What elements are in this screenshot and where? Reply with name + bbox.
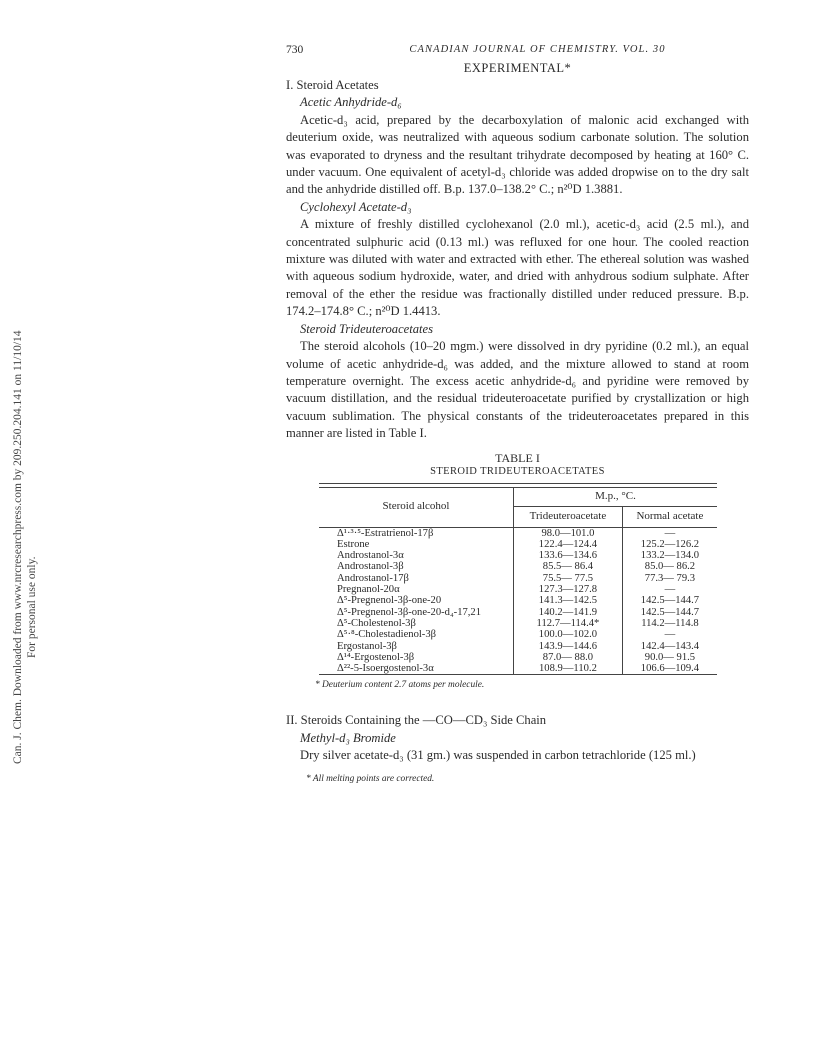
table-row: [319, 629, 717, 640]
cell-trideuteroacetate-mp: 85.5— 86.4: [514, 561, 623, 572]
cell-normal-acetate-mp: 142.5—144.7: [640, 595, 700, 607]
cell-normal-acetate-mp: 133.2—134.0: [640, 550, 700, 562]
cell-steroid-alcohol: Δ⁵-Pregnenol-3β-one-20: [319, 595, 514, 606]
running-header: [286, 44, 749, 60]
journal-page: [286, 44, 749, 784]
cell-steroid-alcohol: Δ²²-5-Isoergostenol-3α: [319, 663, 514, 675]
cell-steroid-alcohol: Pregnanol-20α: [319, 584, 514, 595]
cell-trideuteroacetate-mp: 100.0—102.0: [514, 629, 623, 640]
cell-trideuteroacetate-mp: 140.2—141.9: [514, 607, 623, 618]
table-caption: TABLE I: [495, 450, 540, 465]
sub3-heading: Steroid Trideuteroacetates: [300, 321, 434, 336]
cell-trideuteroacetate-mp: 133.6—134.6: [514, 550, 623, 561]
cell-trideuteroacetate-mp: 108.9—110.2: [514, 663, 623, 675]
cell-trideuteroacetate-mp: 87.0— 88.0: [514, 652, 623, 663]
cell-trideuteroacetate-mp: 122.4—124.4: [514, 539, 623, 550]
table-row: [319, 573, 717, 584]
cell-normal-acetate-mp: —: [664, 584, 676, 596]
cell-normal-acetate-mp: 77.3— 79.3: [644, 572, 696, 584]
table-row: [319, 618, 717, 629]
page-number: 730: [286, 44, 304, 56]
table-row: [319, 641, 717, 652]
page-footnote: * All melting points are corrected.: [306, 773, 435, 784]
table-footnote: * Deuterium content 2.7 atoms per molecule.: [315, 680, 485, 691]
table-row: [319, 528, 717, 539]
cell-normal-acetate-mp: 106.6—109.4: [640, 663, 700, 675]
cell-steroid-alcohol: Androstanol-3β: [319, 561, 514, 572]
section2-sub1-paragraph: Dry silver acetate-d₃ (31 gm.) was suspended in carbon tetrachloride (125 ml.): [300, 748, 696, 763]
table-title: STEROID TRIDEUTEROACETATES: [430, 465, 605, 477]
cell-steroid-alcohol: Androstanol-17β: [319, 573, 514, 584]
cell-steroid-alcohol: Ergostanol-3β: [319, 641, 514, 652]
header-steroid-alcohol: Steroid alcohol: [319, 488, 514, 528]
sub2-paragraph: A mixture of freshly distilled cyclohexanol (2.0 ml.), acetic-d₃ acid (2.5 ml.), and concentrated sulphuric acid (0.13 ml.) was refluxed for one hour. The cooled reaction mixture was diluted with water and extracted with ether. The ethereal solution was washed with aqueous sodium hydroxide, water, and dried with anhydrous sodium sulphate. After removal of the ether the residue was fractionally distilled under reduced pressure. B.p. 174.2–174.8° C.; n²⁰D 1.4413.: [286, 217, 749, 319]
cell-normal-acetate-mp: 90.0— 91.5: [644, 651, 696, 663]
cell-normal-acetate-mp: —: [664, 629, 676, 641]
cell-normal-acetate-mp: 142.5—144.7: [640, 606, 700, 618]
section1-heading: I. Steroid Acetates: [286, 78, 379, 92]
trideuteroacetate-table: [319, 483, 717, 676]
table-row: [319, 561, 717, 572]
cell-steroid-alcohol: Δ⁵·⁸-Cholestadienol-3β: [319, 629, 514, 640]
sub2-heading: Cyclohexyl Acetate-d₃: [300, 199, 412, 214]
table-body: [319, 528, 717, 675]
cell-trideuteroacetate-mp: 75.5— 77.5: [514, 573, 623, 584]
cell-trideuteroacetate-mp: 112.7—114.4*: [514, 618, 623, 629]
sub3-paragraph: The steroid alcohols (10–20 mgm.) were dissolved in dry pyridine (0.2 ml.), an equal volume of acetic anhydride-d₆ was added, and the mixture allowed to stand at room temperature overnight. The excess acetic anhydride-d₆ and pyridine were removed by vacuum distillation, and the residual trideuteroacetate purified by crystallization or high vacuum sublimation. The physical constants of the trideuteroacetates prepared in this manner are listed in Table I.: [286, 339, 749, 441]
cell-trideuteroacetate-mp: 141.3—142.5: [514, 595, 623, 606]
cell-normal-acetate-mp: 125.2—126.2: [640, 538, 700, 550]
header-trideuteroacetate: Trideuteroacetate: [514, 506, 623, 527]
table-row: [319, 652, 717, 663]
table-row: [319, 584, 717, 595]
sub1-heading: Acetic Anhydride-d₆: [300, 95, 402, 110]
download-watermark: [6, 260, 46, 764]
cell-normal-acetate-mp: —: [664, 527, 676, 539]
cell-steroid-alcohol: Δ⁵-Cholestenol-3β: [319, 618, 514, 629]
cell-steroid-alcohol: Δ⁵-Pregnenol-3β-one-20-d₄-17,21: [319, 607, 514, 618]
sub1-paragraph: Acetic-d₃ acid, prepared by the decarboxylation of malonic acid exchanged with deuterium oxide, was neutralized with aqueous sodium carbonate solution. The solution was evaporated to dryness and the resultant trihydrate decomposed by heating at 160° C. under vacuum. One equivalent of acetyl-d₃ chloride was added dropwise on to the dry salt and the anhydride distilled off. B.p. 137.0–138.2° C.; n²⁰D 1.3881.: [286, 112, 749, 197]
cell-normal-acetate-mp: 85.0— 86.2: [644, 561, 696, 573]
section-title: EXPERIMENTAL*: [463, 61, 572, 75]
cell-normal-acetate-mp: 142.4—143.4: [640, 640, 700, 652]
cell-steroid-alcohol: Δ¹⁴-Ergostenol-3β: [319, 652, 514, 663]
table-row: [319, 539, 717, 550]
cell-trideuteroacetate-mp: 98.0—101.0: [514, 528, 623, 539]
table-row: [319, 607, 717, 618]
watermark-line-2: For personal use only.: [26, 556, 38, 658]
table-row: [319, 550, 717, 561]
section2-sub1-heading: Methyl-d₃ Bromide: [300, 730, 396, 745]
cell-normal-acetate-mp: 114.2—114.8: [641, 617, 699, 629]
cell-steroid-alcohol: Estrone: [319, 539, 514, 550]
table-row: [319, 663, 717, 675]
cell-trideuteroacetate-mp: 127.3—127.8: [514, 584, 623, 595]
cell-trideuteroacetate-mp: 143.9—144.6: [514, 641, 623, 652]
cell-steroid-alcohol: Androstanol-3α: [319, 550, 514, 561]
journal-title: CANADIAN JOURNAL OF CHEMISTRY. VOL. 30: [409, 44, 666, 55]
header-melting-point: M.p., °C.: [514, 488, 718, 507]
section2-heading: II. Steroids Containing the —CO—CD₃ Side Chain: [286, 713, 547, 728]
header-normal-acetate: Normal acetate: [636, 509, 704, 522]
table-row: [319, 595, 717, 606]
cell-steroid-alcohol: Δ¹·³·⁵-Estratrienol-17β: [319, 528, 514, 539]
watermark-line-1: Can. J. Chem. Downloaded from www.nrcresearchpress.com by 209.250.204.141 on 11/10/14: [12, 330, 24, 764]
